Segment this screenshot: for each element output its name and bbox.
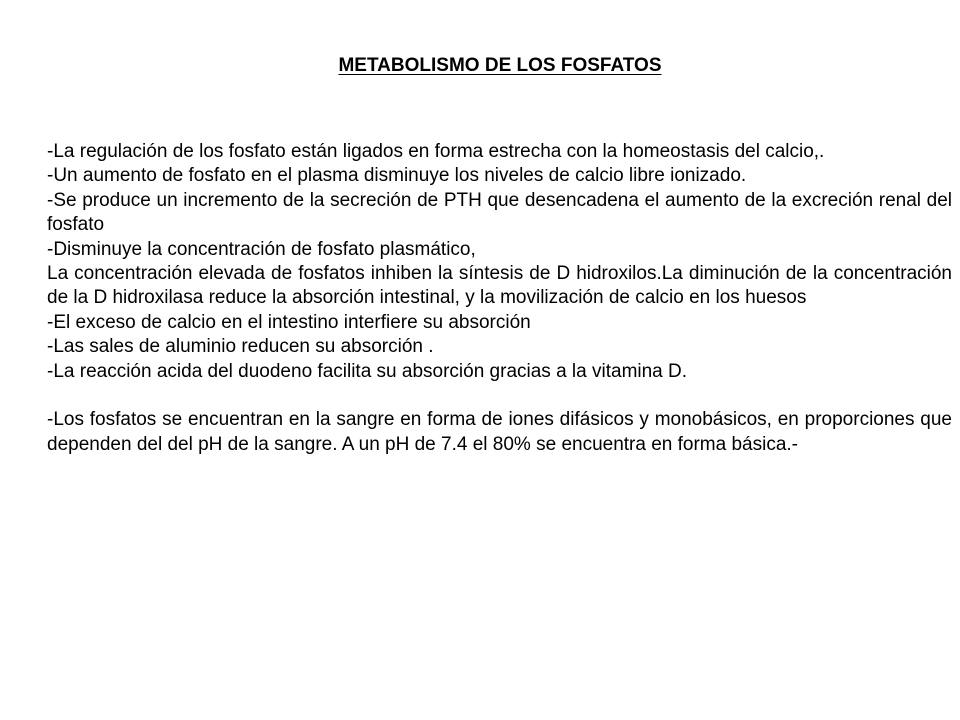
paragraph-blood-phosphate-forms: -Los fosfatos se encuentran en la sangre en forma de iones difásicos y monobásicos, en proporciones que dependen del del pH de la sangre. A un pH de 7.4 el 80% se encuentra en forma básica.- xyxy=(47,409,952,455)
document-body xyxy=(47,140,952,457)
document-title: METABOLISMO DE LOS FOSFATOS xyxy=(338,55,662,76)
paragraph-calcium-excess: -El exceso de calcio en el intestino interfiere su absorción xyxy=(47,311,531,333)
paragraph-plasma-phosphate-increase: -Un aumento de fosfato en el plasma disminuye los niveles de calcio libre ionizado. xyxy=(47,165,747,187)
paragraph-hydroxylase-inhibition: La concentración elevada de fosfatos inhiben la síntesis de D hidroxilos.La diminución de la concentración de la D hidroxilasa reduce la absorción intestinal, y la movilización de calcio en los huesos xyxy=(47,263,952,309)
paragraph-aluminium-salts: -Las sales de aluminio reducen su absorción . xyxy=(47,336,434,358)
paragraph-plasma-phosphate-decrease: -Disminuye la concentración de fosfato plasmático, xyxy=(47,238,476,260)
paragraph-phosphate-calcium-link: -La regulación de los fosfato están ligados en forma estrecha con la homeostasis del calcio,. xyxy=(47,141,825,162)
paragraph-pth-secretion: -Se produce un incremento de la secreción de PTH que desencadena el aumento de la excreción renal del fosfato xyxy=(47,189,952,236)
paragraph-duodenum-acid: -La reacción acida del duodeno facilita su absorción gracias a la vitamina D. xyxy=(47,360,688,382)
